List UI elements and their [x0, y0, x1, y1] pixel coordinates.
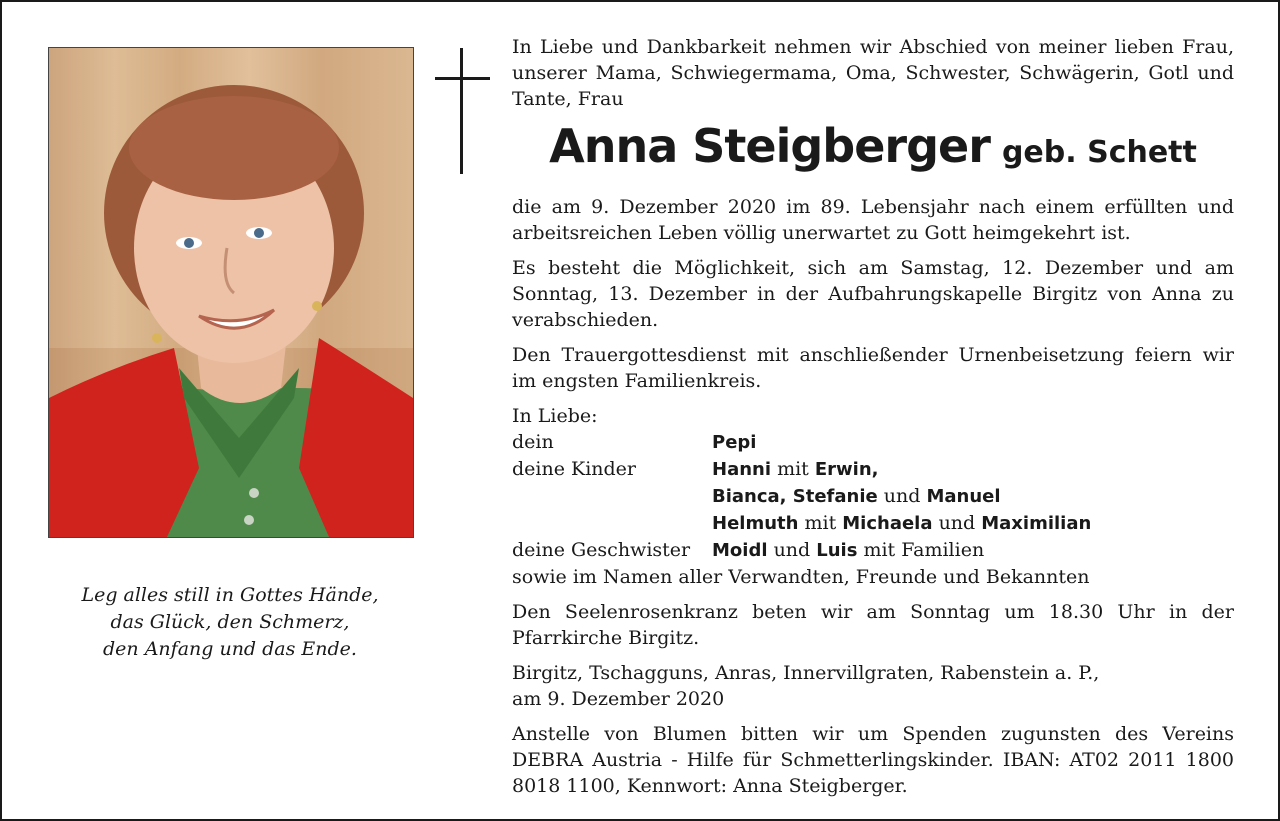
- relation-label: dein: [512, 431, 554, 453]
- family-member: Manuel: [926, 486, 1001, 507]
- family-member: Moidl: [712, 540, 768, 561]
- deceased-name: [512, 114, 1234, 188]
- viewing-text: Es besteht die Möglichkeit, sich am Samstag, 12. Dezember und am Sonntag, 13. Dezember in der Aufbahrungskapelle Birgitz von Anna zu verabschieden.: [512, 257, 1234, 331]
- service-text: Den Trauergottesdienst mit anschließender Urnenbeisetzung feiern wir im engsten Familienkreis.: [512, 344, 1234, 392]
- verse-line: Leg alles still in Gottes Hände,: [81, 584, 379, 606]
- family-closing: sowie im Namen aller Verwandten, Freunde und Bekannten: [512, 566, 1090, 588]
- cross-icon-bar: [435, 77, 490, 80]
- cross-icon: [460, 48, 463, 174]
- connector: und: [773, 539, 811, 561]
- birth-name: geb. Schett: [1001, 135, 1197, 170]
- connector: und: [883, 485, 921, 507]
- family-row-husband: [512, 429, 1234, 456]
- family-member: Erwin,: [814, 459, 879, 480]
- verse-line: den Anfang und das Ende.: [103, 638, 357, 660]
- family-member: Bianca, Stefanie: [712, 486, 878, 507]
- notice-text: [512, 34, 1234, 799]
- places-text: Birgitz, Tschagguns, Anras, Innervillgraten, Rabenstein a. P.,: [512, 662, 1100, 684]
- family-member: Pepi: [712, 432, 757, 453]
- memorial-verse: [48, 582, 412, 663]
- family-list: [512, 403, 1234, 590]
- family-member: Michaela: [842, 513, 933, 534]
- portrait-photo: [48, 47, 414, 538]
- connector: mit Familien: [863, 539, 985, 561]
- date-text: am 9. Dezember 2020: [512, 688, 725, 710]
- family-row-children-3: [512, 510, 1234, 537]
- connector: und: [938, 512, 976, 534]
- family-member: Luis: [816, 540, 858, 561]
- connector: mit: [777, 458, 809, 480]
- connector: mit: [804, 512, 837, 534]
- family-heading: In Liebe:: [512, 405, 598, 427]
- family-row-children: [512, 456, 1234, 483]
- family-row-siblings: [512, 537, 1234, 564]
- relation-label: deine Geschwister: [512, 539, 691, 561]
- rosary-text: Den Seelenrosenkranz beten wir am Sonntag um 18.30 Uhr in der Pfarrkirche Birgitz.: [512, 601, 1234, 649]
- relation-label: deine Kinder: [512, 458, 637, 480]
- family-member: Maximilian: [981, 513, 1092, 534]
- verse-line: das Glück, den Schmerz,: [110, 611, 350, 633]
- family-row-children-2: [512, 483, 1234, 510]
- death-text: die am 9. Dezember 2020 im 89. Lebensjahr nach einem erfüllten und arbeitsreichen Leben völlig unerwartet zu Gott heimgekehrt ist.: [512, 196, 1234, 244]
- intro-text: In Liebe und Dankbarkeit nehmen wir Abschied von meiner lieben Frau, unserer Mama, Schwiegermama, Oma, Schwester, Schwägerin, Gotl und Tante, Frau: [512, 36, 1234, 110]
- family-member: Helmuth: [712, 513, 799, 534]
- portrait-illustration: [49, 48, 413, 537]
- family-member: Hanni: [712, 459, 772, 480]
- deceased-full-name: Anna Steigberger: [549, 119, 990, 173]
- donation-text: Anstelle von Blumen bitten wir um Spenden zugunsten des Vereins DEBRA Austria - Hilfe für Schmetterlingskinder. IBAN: AT02 2011 1800 8018 1100, Kennwort: Anna Steigberger.: [512, 723, 1234, 797]
